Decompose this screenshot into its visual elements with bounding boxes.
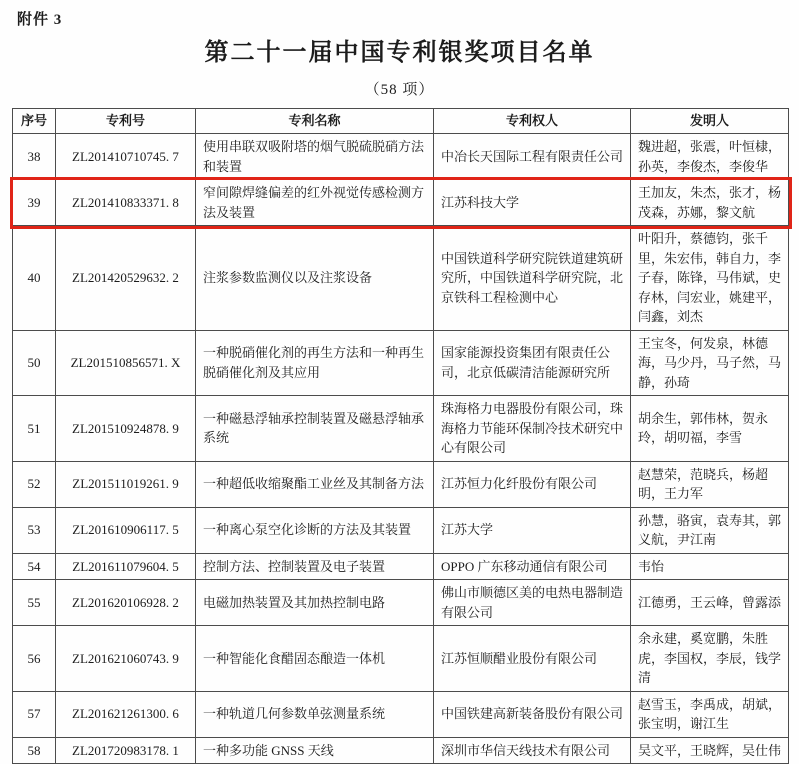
cell-patent-name: 电磁加热装置及其加热控制电路 xyxy=(196,580,434,626)
cell-serial-number: 52 xyxy=(13,461,56,507)
cell-serial-number: 58 xyxy=(13,737,56,764)
cell-patent-name: 一种超低收缩聚酯工业丝及其制备方法 xyxy=(196,461,434,507)
col-header-patentee: 专利权人 xyxy=(434,109,631,134)
cell-patent-name: 使用串联双吸附塔的烟气脱硫脱硝方法和装置 xyxy=(196,134,434,180)
cell-patent-number: ZL201410833371. 8 xyxy=(56,180,196,226)
cell-patent-name: 一种脱硝催化剂的再生方法和一种再生脱硝催化剂及其应用 xyxy=(196,330,434,396)
cell-patentee: 江苏大学 xyxy=(434,507,631,553)
cell-inventors: 赵雪玉，李禹成，胡斌，张宝明，谢江生 xyxy=(631,691,789,737)
table-body xyxy=(13,134,789,764)
cell-serial-number: 51 xyxy=(13,396,56,462)
cell-patent-name: 一种磁悬浮轴承控制装置及磁悬浮轴承系统 xyxy=(196,396,434,462)
col-header-patent-number: 专利号 xyxy=(56,109,196,134)
cell-patentee: 江苏恒顺醋业股份有限公司 xyxy=(434,626,631,692)
cell-patent-name: 窄间隙焊缝偏差的红外视觉传感检测方法及装置 xyxy=(196,180,434,226)
cell-inventors: 江德勇，王云峰，曾露添 xyxy=(631,580,789,626)
cell-inventors: 余永建，奚宽鹏，朱胜虎，李国权，李辰，钱学清 xyxy=(631,626,789,692)
cell-inventors: 魏进超，张震，叶恒棣，孙英，李俊杰，李俊华 xyxy=(631,134,789,180)
col-header-serial: 序号 xyxy=(13,109,56,134)
cell-patent-name: 一种智能化食醋固态酿造一体机 xyxy=(196,626,434,692)
cell-patent-number: ZL201610906117. 5 xyxy=(56,507,196,553)
attachment-label: 附件 3 xyxy=(17,12,63,28)
cell-patent-name: 控制方法、控制装置及电子装置 xyxy=(196,553,434,580)
table-header-row xyxy=(13,109,789,134)
cell-patent-number: ZL201420529632. 2 xyxy=(56,226,196,331)
table-row xyxy=(13,691,789,737)
cell-patentee: 江苏科技大学 xyxy=(434,180,631,226)
cell-inventors: 王加友，朱杰，张才，杨茂森，苏娜，黎文航 xyxy=(631,180,789,226)
cell-patent-name: 一种离心泵空化诊断的方法及其装置 xyxy=(196,507,434,553)
cell-inventors: 吴文平，王晓辉，吴仕伟 xyxy=(631,737,789,764)
cell-inventors: 王宝冬，何发泉，林德海，马少丹，马子然，马静，孙琦 xyxy=(631,330,789,396)
table-row xyxy=(13,626,789,692)
table-row xyxy=(13,507,789,553)
cell-patentee: 江苏恒力化纤股份有限公司 xyxy=(434,461,631,507)
cell-patentee: 国家能源投资集团有限责任公司，北京低碳清洁能源研究所 xyxy=(434,330,631,396)
page-title: 第二十一届中国专利银奖项目名单 xyxy=(204,40,595,66)
cell-patentee: 深圳市华信天线技术有限公司 xyxy=(434,737,631,764)
col-header-patent-name: 专利名称 xyxy=(196,109,434,134)
cell-serial-number: 53 xyxy=(13,507,56,553)
cell-patent-name: 一种多功能 GNSS 天线 xyxy=(196,737,434,764)
cell-inventors: 胡余生，郭伟林，贺永玲，胡叨福，李雪 xyxy=(631,396,789,462)
cell-patentee: 中国铁道科学研究院铁道建筑研究所，中国铁道科学研究院，北京铁科工程检测中心 xyxy=(434,226,631,331)
cell-inventors: 孙慧，骆寅，袁寿其，郭义航，尹江南 xyxy=(631,507,789,553)
cell-inventors: 赵慧荣，范晓兵，杨超明，王力军 xyxy=(631,461,789,507)
cell-inventors: 韦怡 xyxy=(631,553,789,580)
cell-serial-number: 39 xyxy=(13,180,56,226)
cell-serial-number: 56 xyxy=(13,626,56,692)
cell-patent-number: ZL201720983178. 1 xyxy=(56,737,196,764)
table-row xyxy=(13,330,789,396)
cell-patent-number: ZL201410710745. 7 xyxy=(56,134,196,180)
cell-serial-number: 40 xyxy=(13,226,56,331)
table-row xyxy=(13,580,789,626)
cell-patentee: OPPO 广东移动通信有限公司 xyxy=(434,553,631,580)
cell-patent-number: ZL201511019261. 9 xyxy=(56,461,196,507)
cell-serial-number: 38 xyxy=(13,134,56,180)
table-row xyxy=(13,396,789,462)
cell-serial-number: 54 xyxy=(13,553,56,580)
cell-serial-number: 50 xyxy=(13,330,56,396)
cell-serial-number: 55 xyxy=(13,580,56,626)
cell-patent-name: 一种轨道几何参数单弦测量系统 xyxy=(196,691,434,737)
cell-patentee: 中冶长天国际工程有限责任公司 xyxy=(434,134,631,180)
cell-serial-number: 57 xyxy=(13,691,56,737)
table-row xyxy=(13,737,789,764)
patent-award-table xyxy=(12,108,789,764)
table-row xyxy=(13,553,789,580)
cell-patentee: 珠海格力电器股份有限公司，珠海格力节能环保制冷技术研究中心有限公司 xyxy=(434,396,631,462)
cell-patent-number: ZL201510924878. 9 xyxy=(56,396,196,462)
cell-patent-number: ZL201620106928. 2 xyxy=(56,580,196,626)
cell-patent-number: ZL201621060743. 9 xyxy=(56,626,196,692)
cell-patent-name: 注浆参数监测仪以及注浆设备 xyxy=(196,226,434,331)
cell-patentee: 中国铁建高新装备股份有限公司 xyxy=(434,691,631,737)
cell-inventors: 叶阳升，蔡德钧，张千里，朱宏伟，韩自力，李子春，陈锋，马伟斌，史存林，闫宏业，姚建平，闫鑫，刘杰 xyxy=(631,226,789,331)
table-row xyxy=(13,134,789,180)
cell-patent-number: ZL201621261300. 6 xyxy=(56,691,196,737)
table-row xyxy=(13,461,789,507)
item-count-subtitle: （58 项） xyxy=(364,82,435,98)
col-header-inventors: 发明人 xyxy=(631,109,789,134)
table-row-highlighted xyxy=(13,180,789,226)
cell-patent-number: ZL201611079604. 5 xyxy=(56,553,196,580)
cell-patentee: 佛山市顺德区美的电热电器制造有限公司 xyxy=(434,580,631,626)
table-row xyxy=(13,226,789,331)
cell-patent-number: ZL201510856571. X xyxy=(56,330,196,396)
